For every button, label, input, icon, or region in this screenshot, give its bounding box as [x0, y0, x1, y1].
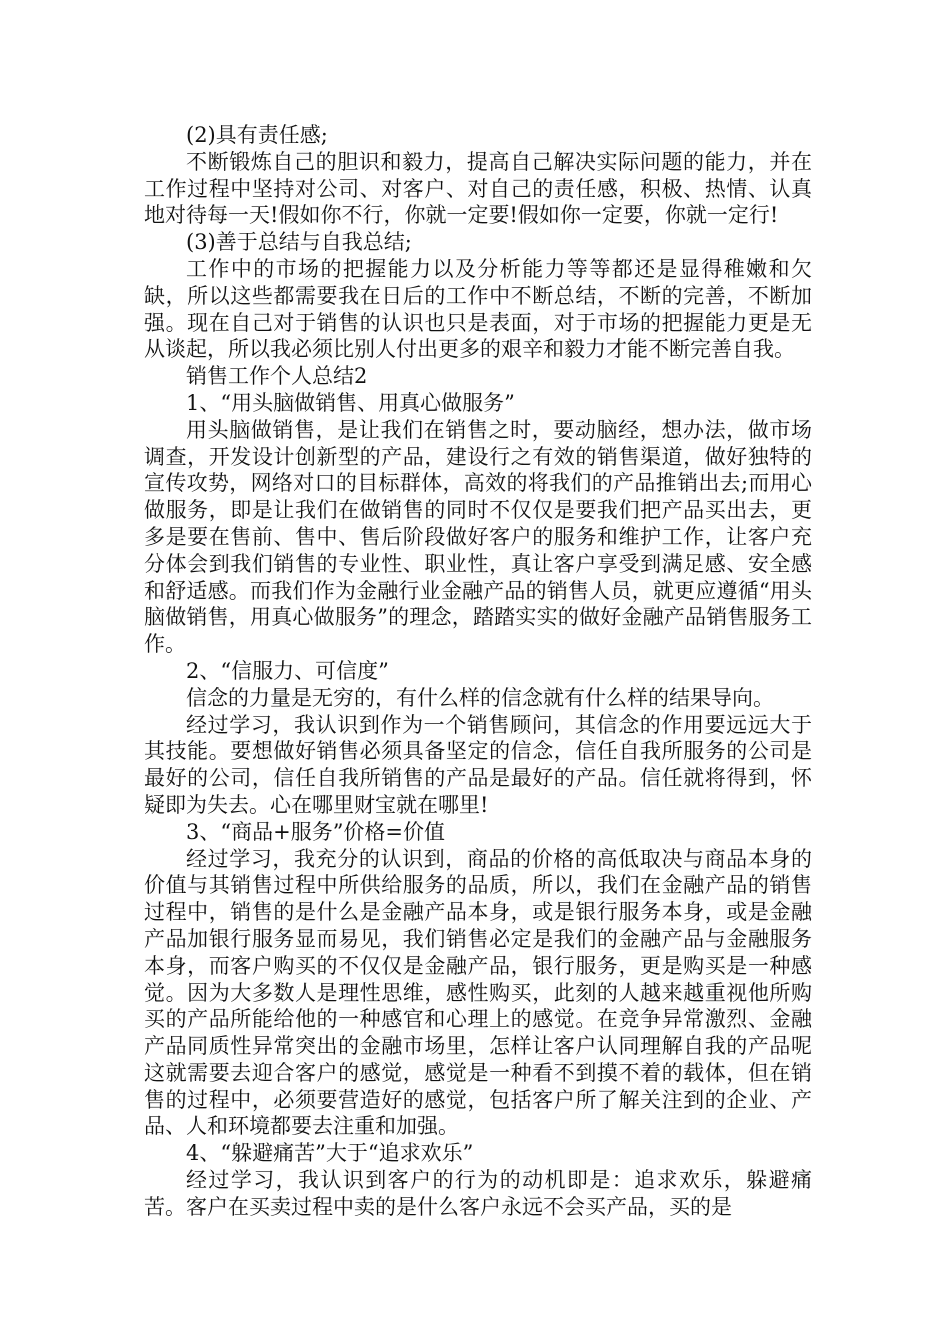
list-item-heading: 1、“用头脑做销售、用真心做服务”: [186, 390, 515, 415]
body-paragraph: 经过学习，我认识到客户的行为的动机即是：追求欢乐，躲避痛苦。客户在买卖过程中卖的是什么客户永远不会买产品，买的是: [144, 1168, 812, 1219]
list-item-heading: 4、“躲避痛苦”大于“追求欢乐”: [186, 1141, 474, 1166]
list-item-heading: 2、“信服力、可信度”: [186, 658, 389, 683]
body-paragraph: 信念的力量是无穷的，有什么样的信念就有什么样的结果导向。: [186, 685, 774, 710]
list-item-heading: (2)具有责任感;: [186, 123, 328, 147]
list-item-heading: (3)善于总结与自我总结;: [186, 230, 412, 255]
section-title: 销售工作个人总结2: [186, 364, 368, 389]
body-paragraph: 经过学习，我认识到作为一个销售顾问，其信念的作用要远远大于其技能。要想做好销售必须具备坚定的信念，信任自我所服务的公司是最好的公司，信任自我所销售的产品是最好的产品。信任就将得到，怀疑即为失去。心在哪里财宝就在哪里!: [144, 712, 812, 817]
body-paragraph: 经过学习，我充分的认识到，商品的价格的高低取决与商品本身的价值与其销售过程中所供给服务的品质，所以，我们在金融产品的销售过程中，销售的是什么是金融产品本身，或是银行服务本身，或是金融产品加银行服务显而易见，我们销售必定是我们的金融产品与金融服务本身，而客户购买的不仅仅是金融产品，银行服务，更是购买是一种感觉。因为大多数人是理性思维，感性购买，此刻的人越来越重视他所购买的产品所能给他的一种感官和心理上的感觉。在竞争异常激烈、金融产品同质性异常突出的金融市场里，怎样让客户认同理解自我的产品呢这就需要去迎合客户的感觉，感觉是一种看不到摸不着的载体，但在销售的过程中，必须要营造好的感觉，包括客户所了解关注到的企业、产品、人和环境都要去注重和加强。: [144, 846, 812, 1139]
body-paragraph: 不断锻炼自己的胆识和毅力，提高自己解决实际问题的能力，并在工作过程中坚持对公司、对客户、对自己的责任感，积极、热情、认真地对待每一天!假如你不行，你就一定要!假如你一定要，你就一定行!: [144, 149, 812, 228]
list-item-heading: 3、“商品+服务”价格=价值: [186, 819, 446, 844]
body-paragraph: 工作中的市场的把握能力以及分析能力等等都还是显得稚嫩和欠缺，所以这些都需要我在日后的工作中不断总结，不断的完善，不断加强。现在自己对于销售的认识也只是表面，对于市场的把握能力更是无从谈起，所以我必须比别人付出更多的艰辛和毅力才能不断完善自我。: [144, 256, 812, 362]
document-body: [144, 122, 812, 1221]
body-paragraph: 用头脑做销售，是让我们在销售之时，要动脑经，想办法，做市场调查，开发设计创新型的产品，建设行之有效的销售渠道，做好独特的宣传攻势，网络对口的目标群体，高效的将我们的产品推销出去;而用心做服务，即是让我们在做销售的同时不仅仅是要我们把产品买出去，更多是要在售前、售中、售后阶段做好客户的服务和维护工作，让客户充分体会到我们销售的专业性、职业性，真让客户享受到满足感、安全感和舒适感。而我们作为金融行业金融产品的销售人员，就更应遵循“用头脑做销售，用真心做服务”的理念，踏踏实实的做好金融产品销售服务工作。: [144, 417, 812, 657]
